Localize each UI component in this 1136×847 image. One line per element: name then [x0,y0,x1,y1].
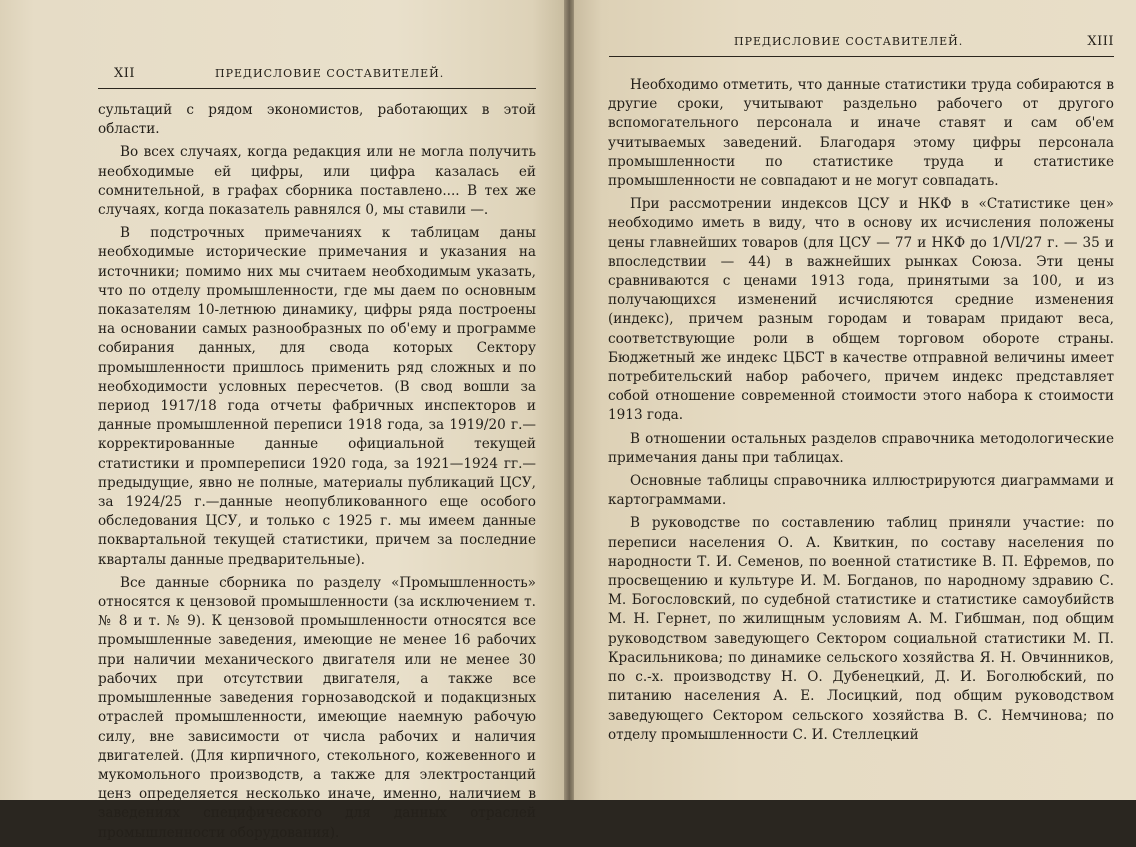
right-running-title: ПРЕДИСЛОВИЕ СОСТАВИТЕЛЕЙ. [734,35,964,48]
left-running-head [114,66,534,81]
right-page [574,0,1136,800]
left-paragraph: В подстрочных примечаниях к таблицам даны необходимые исторические примечания и указания на источники; помимо них мы считаем необходимым указать, что по отделу промышленности, где мы даем по основным показателям 10-летнюю динамику, цифры ряда построены на основании самых разнообразных по об'ему и программе собирания данных, для свода которых Сектору промышленности пришлось применить ряд сложных и по необходимости условных пересчетов. (В свод вошли за период 1917/18 года отчеты фабричных инспекторов и данные промышленной переписи 1918 года, за 1919/20 г.—корректированные данные официальной текущей статистики и промпереписи 1920 года, за 1921—1924 гг.—предыдущие, явно не полные, материалы публикаций ЦСУ, за 1924/25 г.—данные неопубликованного еще особого обследования ЦСУ, и только с 1925 г. мы имеем данные поквартальной текущей статистики, причем за последние кварталы данные предварительные). [98,225,536,568]
right-paragraph: При рассмотрении индексов ЦСУ и НКФ в «Статистике цен» необходимо иметь в виду, что в основу их исчисления положены цены главнейших товаров (для ЦСУ — 77 и НКФ до 1/VI/27 г. — 35 и впоследствии — 44) в важнейших рынках Союза. Эти цены сравниваются с ценами 1913 года, принятыми за 100, и из получающихся изменений исчисляются средние изменения (индекс), причем разным городам и товарам придают веса, соответствующие роли в общем торговом обороте страны. Бюджетный же индекс ЦБСТ в качестве отправной величины имеет потребительский набор рабочего, причем индекс представляет собой отношение современной стоимости этого набора к стоимости 1913 года. [608,196,1114,424]
left-paragraph: Во всех случаях, когда редакция или не могла получить необходимые ей цифры, или цифра казалась ей сомнительной, в графах сборника поставлено.... В тех же случаях, когда показатель равнялся 0, мы ставили —. [98,144,536,219]
right-paragraph: В руководстве по составлению таблиц приняли участие: по переписи населения О. А. Квиткин, по составу населения по народности Т. И. Семенов, по военной статистике В. П. Ефремов, по просвещению и культуре И. М. Богданов, по народному здравию С. М. Богословский, по судебной статистике и статистике самоубийств М. Н. Гернет, по жилищным условиям А. М. Гибшман, под общим руководством заведующего Сектором социальной статистики М. П. Красильникова; по динамике сельского хозяйства Я. Н. Овчинников, по с.-х. производству Н. О. Дубенецкий, Д. И. Боголюбский, по питанию населения А. Е. Лосицкий, под общим руководством заведующего Сектором сельского хозяйства В. С. Немчинова; по отделу промышленности С. И. Стеллецкий [608,515,1114,743]
right-paragraph: Основные таблицы справочника иллюстрируются диаграммами и картограммами. [608,473,1114,509]
left-page-number: XII [114,66,136,81]
right-body-text [608,76,1114,749]
left-paragraph: сультаций с рядом экономистов, работающих в этой области. [98,102,536,138]
right-running-head [734,34,1114,49]
left-paragraph: Все данные сборника по разделу «Промышленность» относятся к цензовой промышленности (за исключением т. № 8 и т. № 9). К цензовой промышленности относятся все промышленные заведения, имеющие не менее 16 рабочих при наличии механического двигателя или не менее 30 рабочих при отсутствии двигателя, а также все промышленные заведения горнозаводской и подакцизных отраслей промышленности, имеющие наемную рабочую силу, вне зависимости от числа рабочих и наличия двигателей. (Для кирпичного, стекольного, кожевенного и мукомольного производств, а также для электростанций ценз определяется несколько иначе, именно, наличием в заведениях специфического для данных отраслей промышленности оборудования). [98,574,536,841]
left-header-rule [98,88,536,89]
right-page-number: XIII [1087,34,1114,49]
right-header-rule [609,56,1114,57]
left-running-title: ПРЕДИСЛОВИЕ СОСТАВИТЕЛЕЙ. [215,67,445,80]
right-paragraph: В отношении остальных разделов справочника методологические примечания даны при таблицах. [608,430,1114,466]
right-paragraph: Необходимо отметить, что данные статистики труда собираются в другие сроки, учитывают раздельно рабочего от другого вспомогательного персонала и иначе ставят и сам об'ем учитываемых заведений. Благодаря этому цифры персонала промышленности по статистике труда и статистике промышленности не совпадают и не могут совпадать. [608,77,1114,190]
left-page [0,0,566,841]
left-body-text [98,101,536,847]
